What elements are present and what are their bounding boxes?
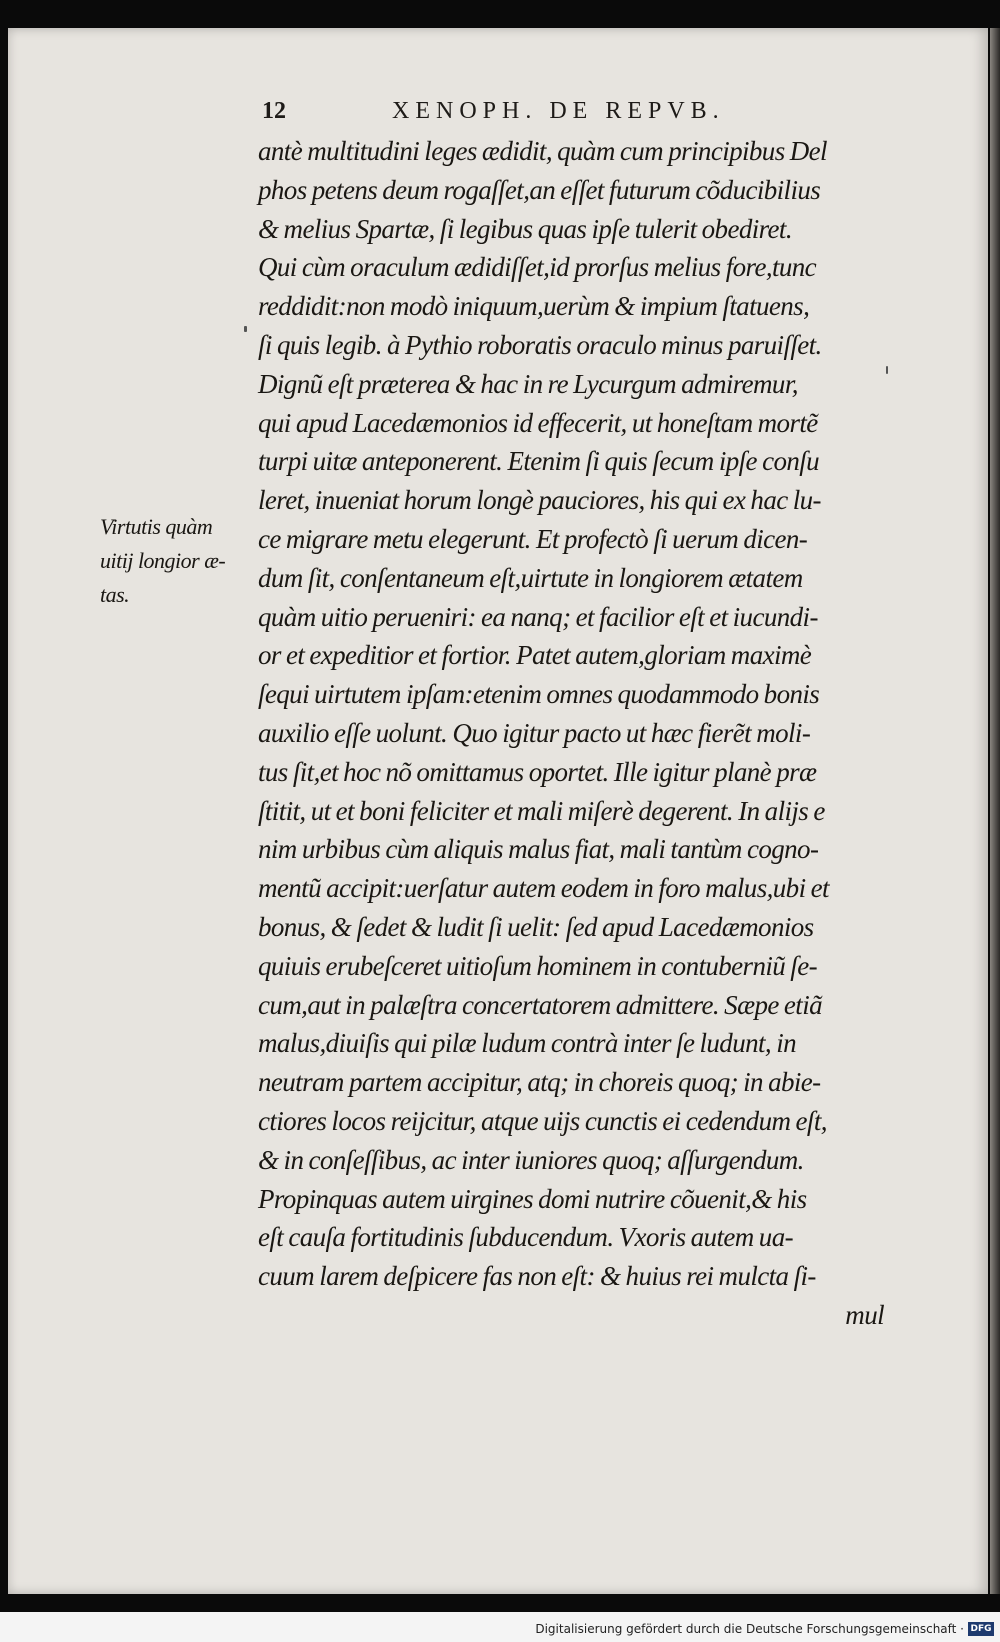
text-line: tus ſit,et hoc nõ omittamus oportet. Ille igitur planè præ	[258, 756, 817, 787]
marginal-note	[100, 510, 260, 612]
funding-credit: Digitalisierung gefördert durch die Deutsche Forschungsgemeinschaft ·	[535, 1622, 964, 1636]
text-line: phos petens deum rogaſſet,an eſſet futurum cõducibilius	[258, 174, 821, 205]
dfg-logo: DFG	[968, 1622, 994, 1636]
text-line: reddidit:non modò iniquum,uerùm & impium ſtatuens,	[258, 291, 810, 322]
text-line: eſt cauſa fortitudinis ſubducendum. Vxoris autem ua-	[258, 1222, 793, 1253]
text-line: Dignũ eſt præterea & hac in re Lycurgum admiremur,	[258, 368, 798, 399]
text-line: antè multitudini leges ædidit, quàm cum principibus Del	[258, 136, 827, 166]
text-line: mul	[845, 1299, 884, 1330]
text-line: leret, inueniat horum longè pauciores, his qui ex hac lu-	[258, 485, 821, 516]
text-line: or et expeditior et fortior. Patet autem,gloriam maximè	[258, 640, 812, 671]
page-edge-shadow	[990, 28, 1000, 1594]
text-line: & melius Spartæ, ſi legibus quas ipſe tulerit obediret.	[258, 213, 792, 244]
text-line: nim urbibus cùm aliquis malus fiat, mali tantùm cogno-	[258, 834, 819, 865]
text-line: ſi quis legib. à Pythio roboratis oraculo minus paruiſſet.	[258, 329, 822, 360]
text-line: cuum larem deſpicere fas non eſt: & huius rei mulcta ſi-	[258, 1261, 816, 1292]
text-line: bonus, & ſedet & ludit ſi uelit: ſed apud Lacedæmonios	[258, 911, 814, 942]
body-text	[258, 132, 884, 1335]
text-line: cum,aut in palæſtra concertatorem admittere. Sæpe etiã	[258, 989, 823, 1020]
text-line: & in conſeſſibus, ac inter iuniores quoq; aſſurgendum.	[258, 1144, 804, 1175]
footer-bar	[0, 1612, 1000, 1642]
text-line: qui apud Lacedæmonios id effecerit, ut honeſtam mortẽ	[258, 407, 818, 438]
text-line: auxilio eſſe uolunt. Quo igitur pacto ut hæc fierẽt moli-	[258, 717, 811, 748]
marginal-line: uitij longior æ-	[100, 548, 226, 573]
marginal-line: Virtutis quàm	[100, 514, 213, 539]
text-line: turpi uitæ anteponerent. Etenim ſi quis ſecum ipſe conſu	[258, 446, 820, 477]
running-title: XENOPH. DE REPVB.	[392, 98, 725, 124]
text-line: malus,diuiſis qui pilæ ludum contrà inter ſe ludunt, in	[258, 1028, 797, 1059]
text-line: neutram partem accipitur, atq; in choreis quoq; in abie-	[258, 1067, 821, 1098]
page-number: 12	[262, 98, 286, 124]
text-line: dum ſit, conſentaneum eſt,uirtute in longiorem ætatem	[258, 562, 803, 593]
text-line: Qui cùm oraculum ædidiſſet,id prorſus melius fore,tunc	[258, 252, 817, 283]
text-line: quiuis erubeſceret uitioſum hominem in contuberniũ ſe-	[258, 950, 817, 981]
text-line: ſequi uirtutem ipſam:etenim omnes quodammodo bonis	[258, 679, 820, 710]
text-line: Propinquas autem uirgines domi nutrire cõuenit,& his	[258, 1183, 807, 1214]
text-line: quàm uitio perueniri: ea nanq; et facilior eſt et iucundi-	[258, 601, 818, 632]
text-line: ſtitit, ut et boni feliciter et mali miſerè degerent. In alijs e	[258, 795, 825, 826]
text-line: mentũ accipit:uerſatur autem eodem in foro malus,ubi et	[258, 873, 829, 904]
marginal-line: tas.	[100, 582, 130, 607]
ink-speck	[244, 326, 247, 332]
ink-speck	[886, 366, 888, 374]
text-line: ce migrare metu elegerunt. Et profectò ſi uerum dicen-	[258, 523, 808, 554]
text-line: ctiores locos reijcitur, atque uijs cunctis ei cedendum eſt,	[258, 1105, 827, 1136]
